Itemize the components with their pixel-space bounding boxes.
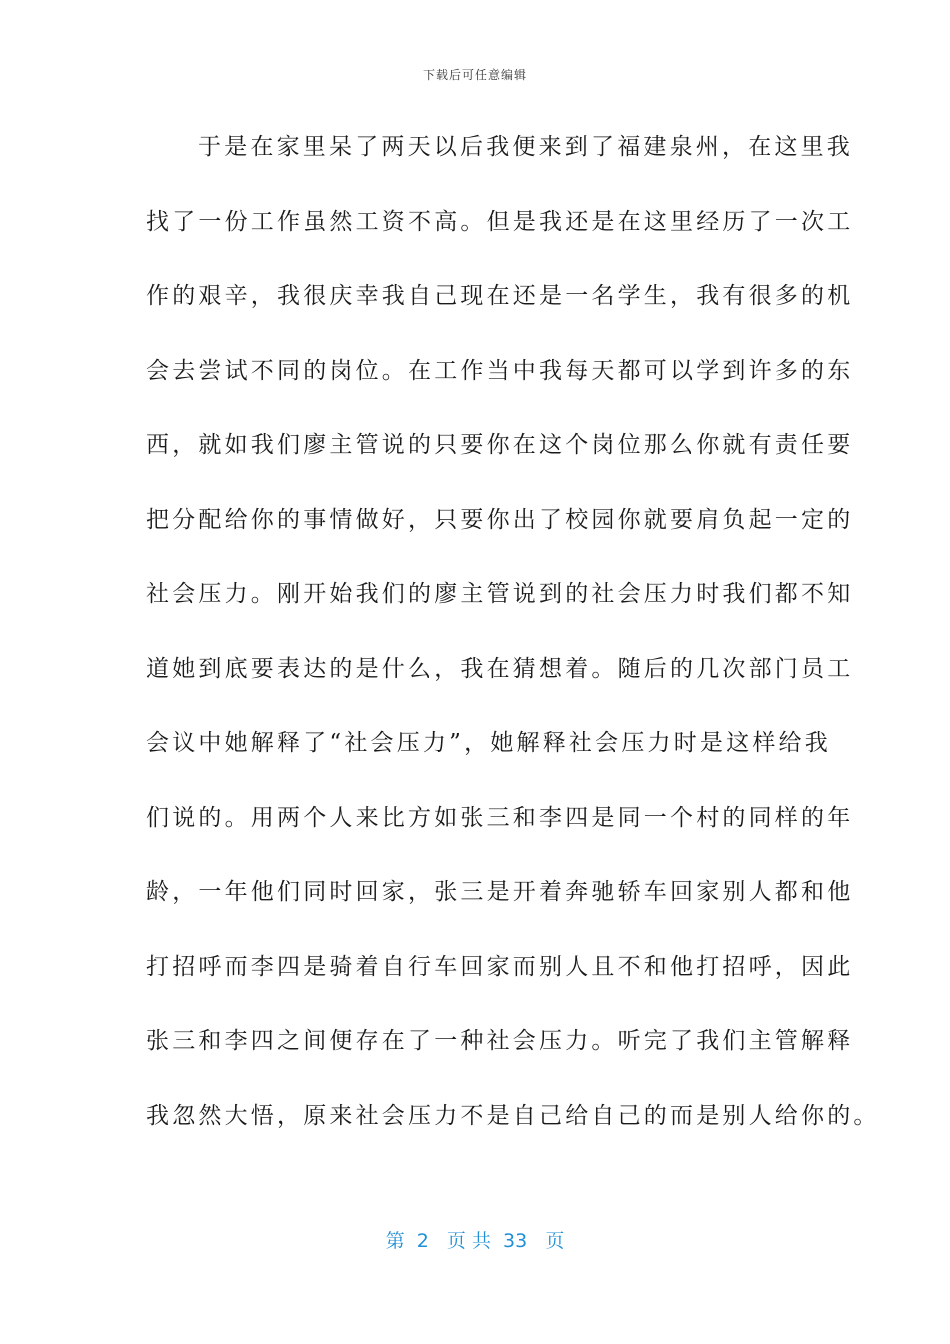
- paragraph-line: 龄，一年他们同时回家，张三是开着奔驰轿车回家别人都和他: [146, 879, 854, 905]
- paragraph-line: 道她到底要表达的是什么，我在猜想着。随后的几次部门员工: [146, 655, 854, 682]
- document-body: [146, 110, 880, 1153]
- paragraph-line: 会议中她解释了“社会压力”，她解释社会压力时是这样给我: [146, 730, 831, 756]
- paragraph-line: 找了一份工作虽然工资不高。但是我还是在这里经历了一次工: [146, 208, 854, 235]
- paragraph-line: 作的艰辛，我很庆幸我自己现在还是一名学生，我有很多的机: [146, 283, 854, 309]
- paragraph-line: 我忽然大悟，原来社会压力不是自己给自己的而是别人给你的。: [146, 1102, 880, 1129]
- page-number-footer: 第 2 页 共 33 页: [385, 1230, 565, 1252]
- paragraph-line: 张三和李四之间便存在了一种社会压力。听完了我们主管解释: [146, 1028, 854, 1054]
- paragraph-line: 会去尝试不同的岗位。在工作当中我每天都可以学到许多的东: [146, 357, 854, 384]
- paragraph-line: 于是在家里呆了两天以后我便来到了福建泉州，在这里我: [198, 134, 853, 160]
- paragraph-line: 打招呼而李四是骑着自行车回家而别人且不和他打招呼，因此: [146, 953, 854, 980]
- paragraph-line: 们说的。用两个人来比方如张三和李四是同一个村的同样的年: [146, 804, 854, 831]
- paragraph-line: 社会压力。刚开始我们的廖主管说到的社会压力时我们都不知: [146, 581, 854, 607]
- page-header-note: 下载后可任意编辑: [422, 68, 527, 82]
- paragraph-line: 把分配给你的事情做好，只要你出了校园你就要肩负起一定的: [146, 506, 854, 533]
- paragraph-line: 西，就如我们廖主管说的只要你在这个岗位那么你就有责任要: [146, 432, 854, 458]
